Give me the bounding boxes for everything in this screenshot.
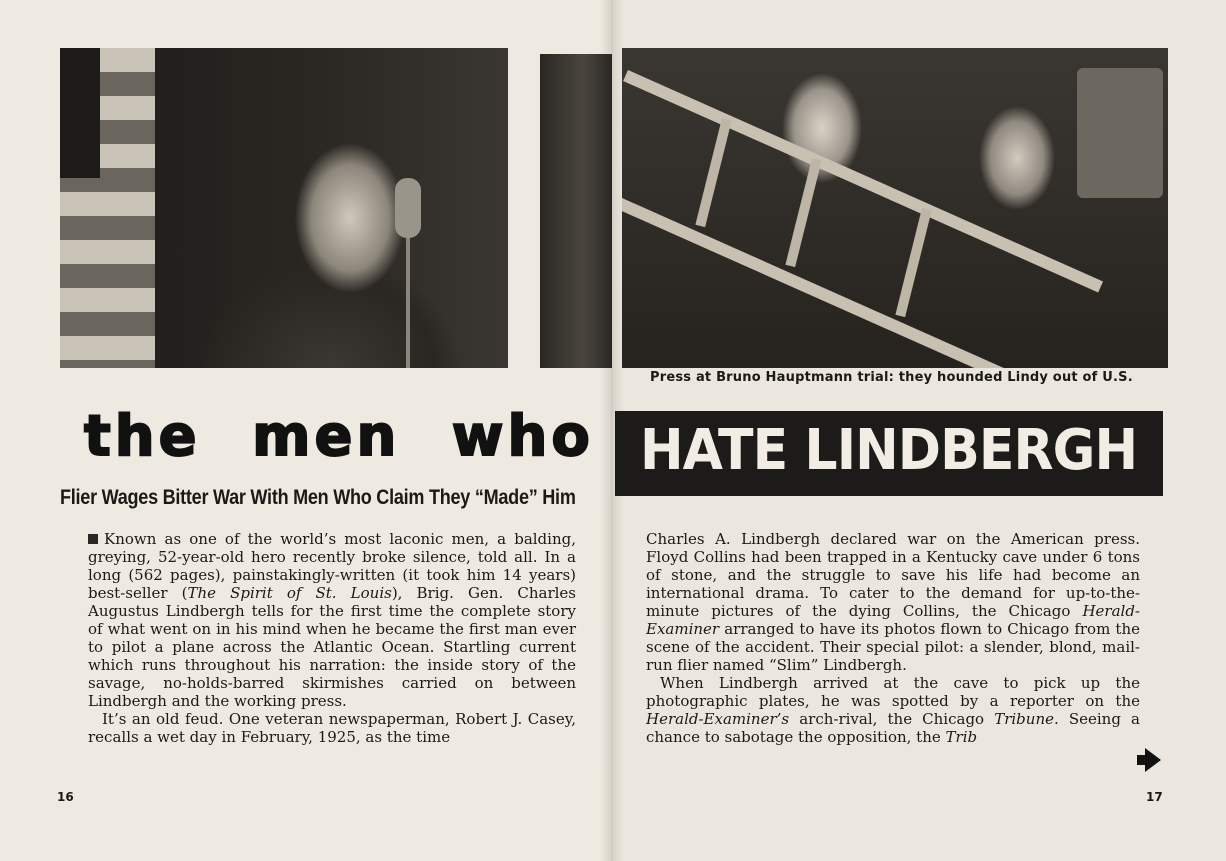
strip-photo bbox=[540, 54, 612, 368]
photo-caption: Press at Bruno Hauptmann trial: they hounded Lindy out of U.S. bbox=[650, 370, 1133, 385]
ladder-rung bbox=[695, 118, 731, 227]
speaker-photo bbox=[60, 48, 508, 368]
camera-icon bbox=[1077, 68, 1163, 198]
microphone-stand bbox=[406, 238, 410, 368]
continue-arrow-icon bbox=[1145, 748, 1161, 772]
paragraph: Charles A. Lindbergh declared war on the American press. Floyd Collins had been trapped in a Kentucky cave under 6 tons of stone, and the struggle to save his life had become an international drama. To cater to the demand for up-to-the-minute pictures of the dying Collins, the Chicago Herald-Examiner arranged to have its photos flown to Chicago from the scene of the accident. Their special pilot: a slender, blond, mail-run flier named “Slim” Lindbergh. bbox=[646, 530, 1140, 674]
page-number-right: 17 bbox=[1146, 790, 1163, 804]
flag-canton bbox=[60, 48, 100, 178]
page-number-left: 16 bbox=[57, 790, 74, 804]
ladder-rung bbox=[785, 158, 821, 267]
headline-left: the men who bbox=[84, 404, 594, 469]
square-bullet-icon bbox=[88, 534, 98, 544]
paragraph: Known as one of the world’s most laconic men, a balding, greying, 52-year-old hero recently broke silence, told all. In a long (562 pages), painstakingly-written (it took him 14 years) best-seller (The Spirit of St. Louis), Brig. Gen. Charles Augustus Lindbergh tells for the first time the complete story of what went on in his mind when he became the first man ever to pilot a plane across the Atlantic Ocean. Startling current which runs throughout his narration: the inside story of the savage, no-holds-barred skirmishes carried on between Lindbergh and the working press. bbox=[88, 530, 576, 710]
press-photo bbox=[622, 48, 1168, 368]
ladder-rung bbox=[895, 208, 931, 317]
left-text-column bbox=[88, 530, 576, 746]
headline-right: HATE LINDBERGH bbox=[640, 418, 1138, 483]
paragraph: When Lindbergh arrived at the cave to pick up the photographic plates, he was spotted by a reporter on the Herald-Examiner’s arch-rival, the Chicago Tribune. Seeing a chance to sabotage the opposition, the Trib bbox=[646, 674, 1140, 746]
subhead: Flier Wages Bitter War With Men Who Claim They “Made” Him bbox=[60, 486, 576, 509]
microphone-icon bbox=[395, 178, 421, 238]
paragraph: It’s an old feud. One veteran newspaperman, Robert J. Casey, recalls a wet day in February, 1925, as the time bbox=[88, 710, 576, 746]
right-text-column bbox=[646, 530, 1140, 746]
ladder-rail-top bbox=[623, 70, 1103, 292]
